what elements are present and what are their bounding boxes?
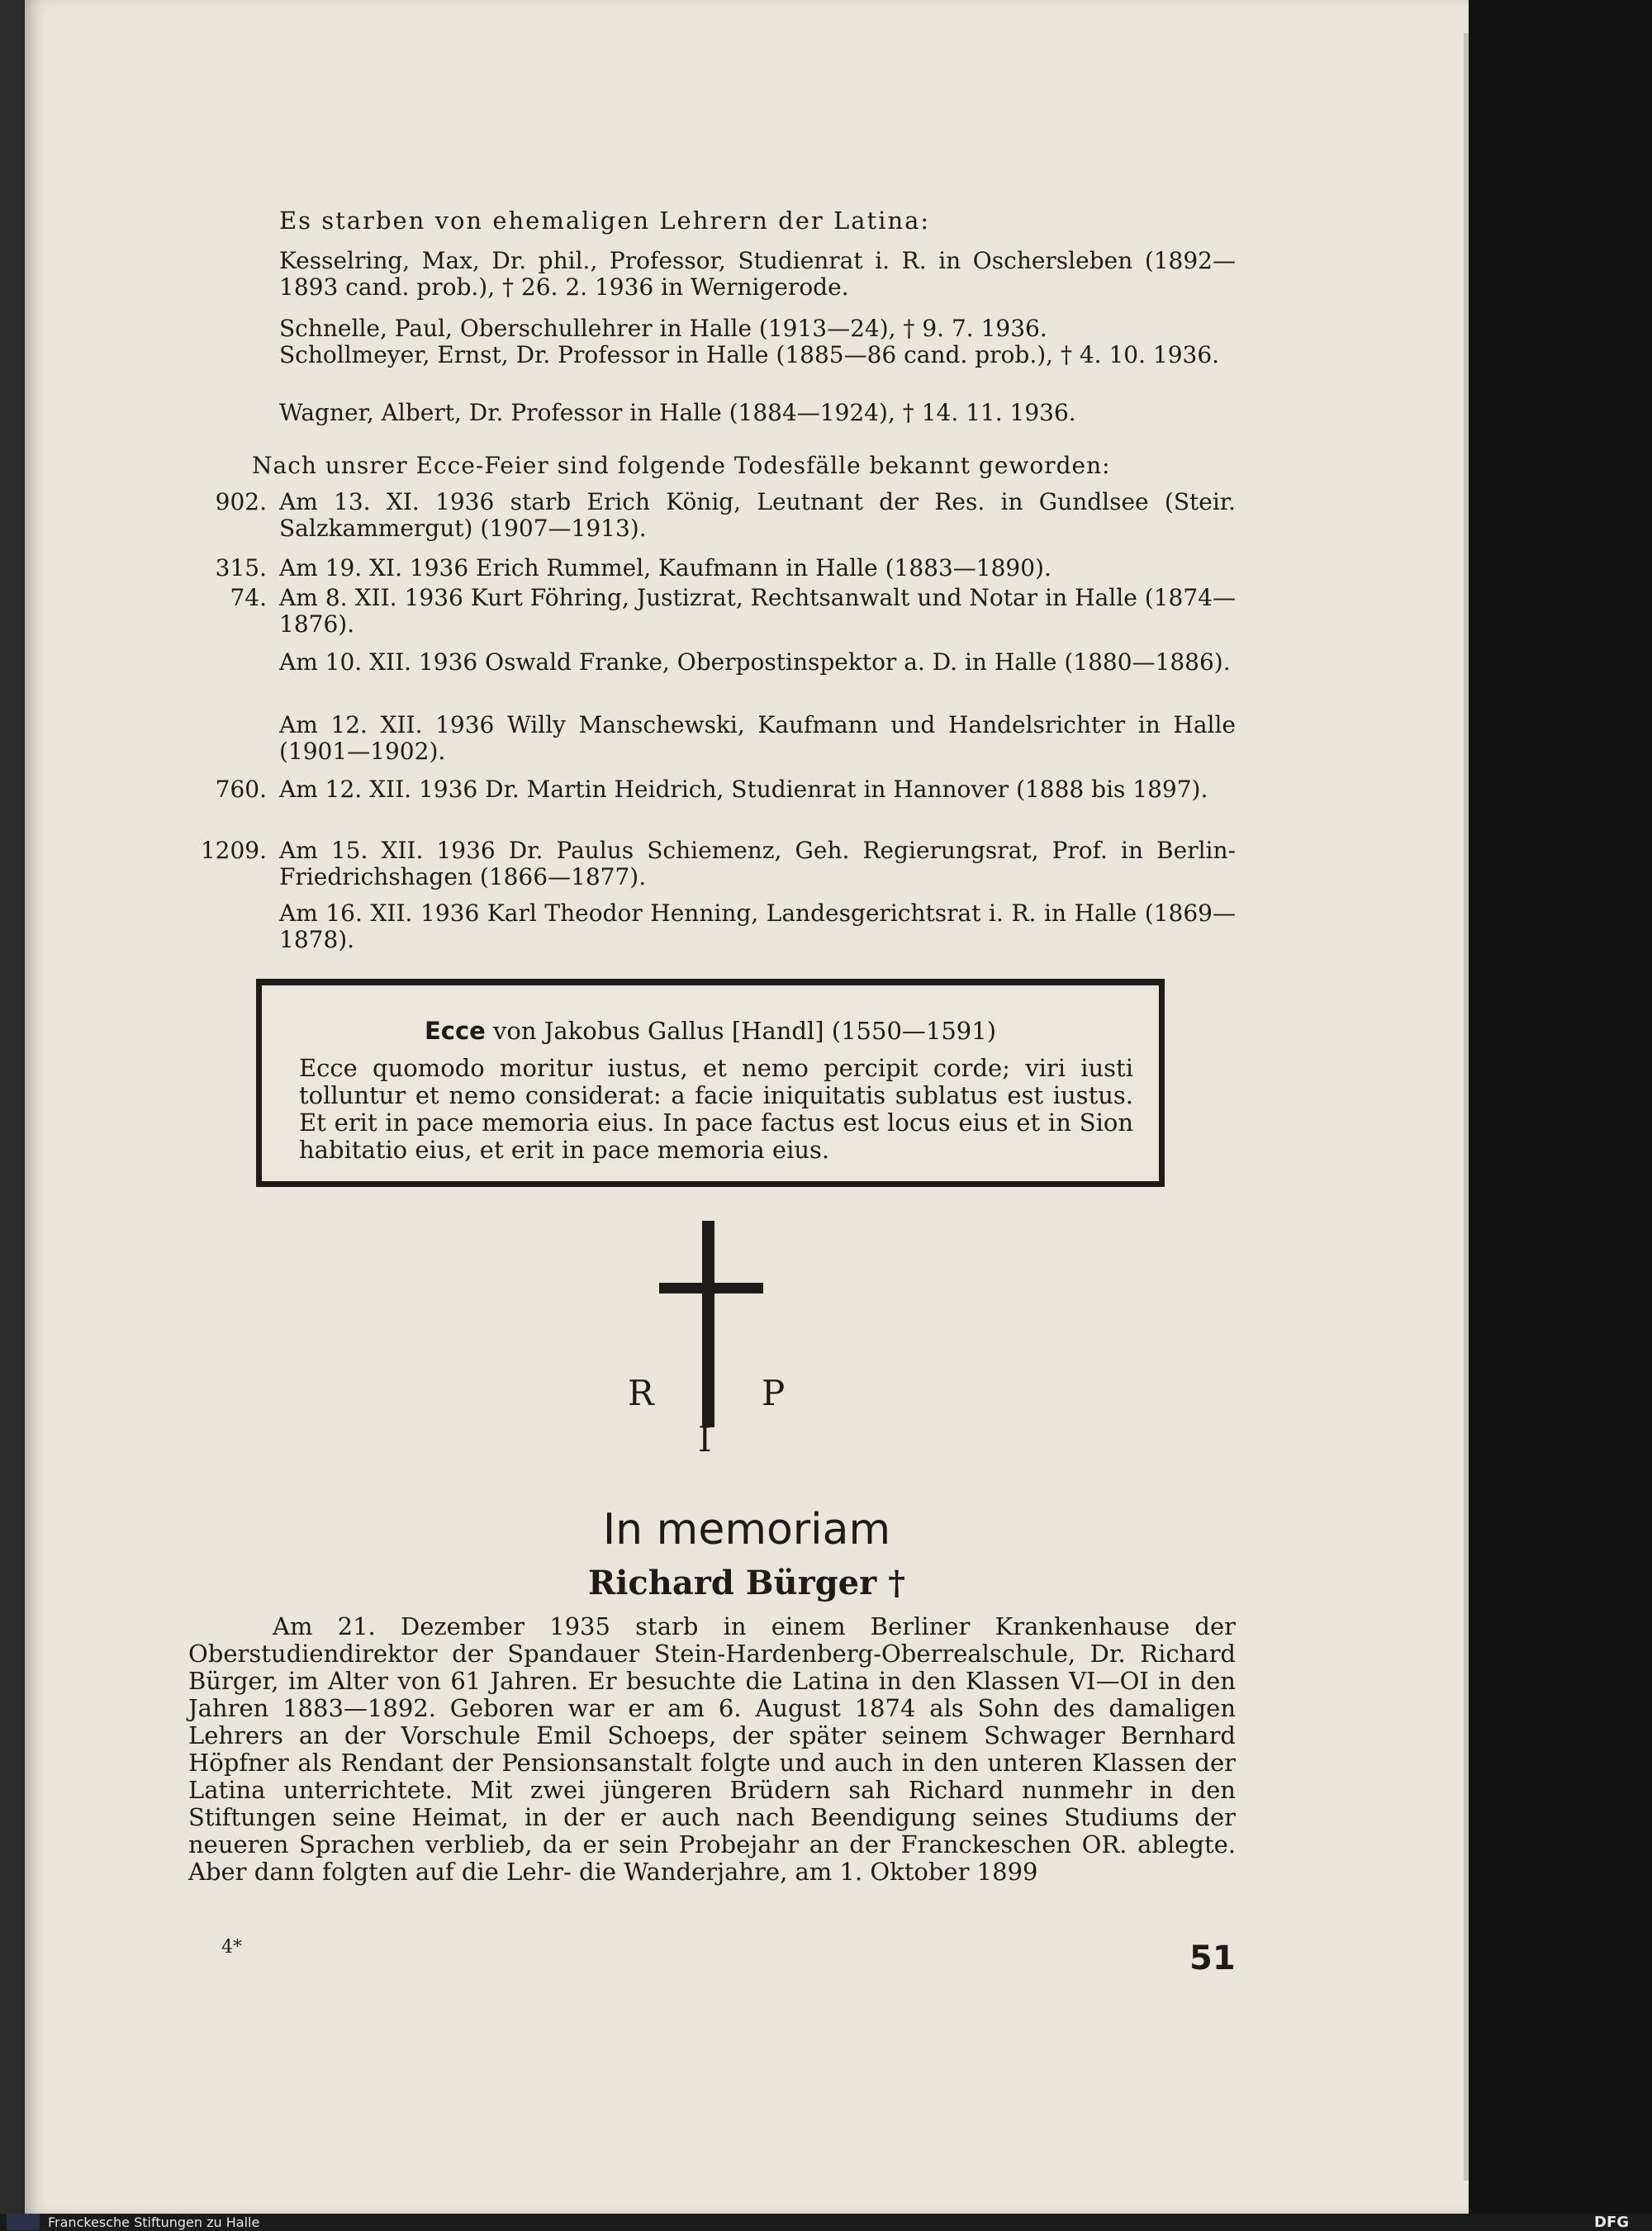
- ecce-title: [262, 1017, 1159, 1045]
- scan-left-edge: [0, 0, 25, 2214]
- deaths-intro: Nach unsrer Ecce-Feier sind folgende Todesfälle bekannt geworden:: [252, 452, 1111, 479]
- death-entry: [279, 649, 1236, 676]
- entry-text: Am 12. XII. 1936 Dr. Martin Heidrich, Studienrat in Hannover (1888 bis 1897).: [279, 776, 1208, 803]
- institution-logo-icon: [7, 2214, 40, 2230]
- signature-mark: 4*: [221, 1937, 242, 1958]
- death-entry: [200, 837, 1236, 890]
- teacher-entry: Schollmeyer, Ernst, Dr. Professor in Halle (1885—86 cand. prob.), † 4. 10. 1936.: [279, 341, 1220, 368]
- ecce-box: [256, 979, 1165, 1187]
- teacher-entry: Schnelle, Paul, Oberschullehrer in Halle (1913—24), † 9. 7. 1936.: [279, 315, 1047, 342]
- entry-number: 74.: [230, 584, 267, 611]
- cross-bar: [659, 1283, 763, 1294]
- entry-text: Am 12. XII. 1936 Willy Manschewski, Kaufmann und Handelsrichter in Halle (1901—1902).: [279, 711, 1236, 765]
- death-entry: [215, 776, 1236, 803]
- rip-letter-i: I: [698, 1419, 712, 1460]
- entry-text: Am 15. XII. 1936 Dr. Paulus Schiemenz, Geh. Regierungsrat, Prof. in Berlin-Friedrichshagen (1866—1877).: [279, 837, 1236, 890]
- cross-icon: [702, 1221, 714, 1427]
- entry-number: 760.: [215, 776, 267, 803]
- person-name: Richard Bürger †: [587, 1564, 906, 1602]
- entry-text: Am 19. XI. 1936 Erich Rummel, Kaufmann in Halle (1883—1890).: [279, 554, 1051, 581]
- death-entry: [215, 554, 1236, 581]
- death-entry: [279, 712, 1236, 765]
- entry-number: 902.: [215, 488, 267, 515]
- entry-text: Am 13. XI. 1936 starb Erich König, Leutnant der Res. in Gundlsee (Steir. Salzkammergut) (1907—1913).: [279, 488, 1236, 542]
- page-number: 51: [1189, 1939, 1236, 1977]
- scan-right-background: [1469, 0, 1652, 2214]
- teacher-entry: Kesselring, Max, Dr. phil., Professor, Studienrat i. R. in Oschersleben (1892—1893 cand. prob.), † 26. 2. 1936 in Wernigerode.: [279, 247, 1236, 301]
- ecce-title-rest: von Jakobus Gallus [Handl] (1550—1591): [485, 1017, 997, 1045]
- entry-text: Am 8. XII. 1936 Kurt Föhring, Justizrat, Rechtsanwalt und Notar in Halle (1874—1876).: [279, 584, 1236, 638]
- teachers-intro: Es starben von ehemaligen Lehrern der Latina:: [279, 206, 931, 235]
- rip-letter-p: P: [762, 1373, 786, 1413]
- entry-number: 1209.: [200, 837, 267, 864]
- ecce-title-bold: Ecce: [424, 1017, 486, 1045]
- entry-text: Am 10. XII. 1936 Oswald Franke, Oberpostinspektor a. D. in Halle (1880—1886).: [279, 648, 1231, 676]
- viewer-footer: [0, 2214, 1652, 2230]
- entry-number: 315.: [215, 554, 267, 581]
- biography-text: Am 21. Dezember 1935 starb in einem Berliner Krankenhause der Oberstudiendirektor der Spandauer Stein-Hardenberg-Oberrealschule, Dr. Richard Bürger, im Alter von 61 Jahren. Er besuchte die Latina in den Klassen VI—OI in den Jahren 1883—1892. Geboren war er am 6. August 1874 als Sohn des damaligen Lehrers an der Vorschule Emil Schoeps, der später seinem Schwager Bernhard Höpfner als Rendant der Pensionsanstalt folgte und auch in den unteren Klassen der Latina unterrichtete. Mit zwei jüngeren Brüdern sah Richard nunmehr in den Stiftungen seine Heimat, in der er auch nach Beendigung seines Studiums der neueren Sprachen verblieb, da er sein Probejahr an der Franckeschen OR. ablegte. Aber dann folgten auf die Lehr- die Wanderjahre, am 1. Oktober 1899: [188, 1612, 1236, 1886]
- death-entry: [279, 900, 1236, 953]
- memoriam-heading: In memoriam: [602, 1505, 891, 1555]
- rip-letter-r: R: [628, 1373, 654, 1413]
- entry-text: Am 16. XII. 1936 Karl Theodor Henning, Landesgerichtsrat i. R. in Halle (1869—1878).: [279, 900, 1236, 953]
- death-entry: [215, 488, 1236, 542]
- dfg-logo: DFG: [1594, 2214, 1630, 2231]
- footer-institution: Franckesche Stiftungen zu Halle: [48, 2214, 260, 2230]
- ecce-text: Ecce quomodo moritur iustus, et nemo percipit corde; viri iusti tolluntur et nemo considerat: a facie iniquitatis sublatus est iustus. Et erit in pace memoria eius. In pace factus est locus eius et in Sion habitatio eius, et erit in pace memoria eius.: [299, 1054, 1133, 1164]
- death-entry: [230, 584, 1236, 638]
- teacher-entry: Wagner, Albert, Dr. Professor in Halle (1884—1924), † 14. 11. 1936.: [279, 399, 1076, 426]
